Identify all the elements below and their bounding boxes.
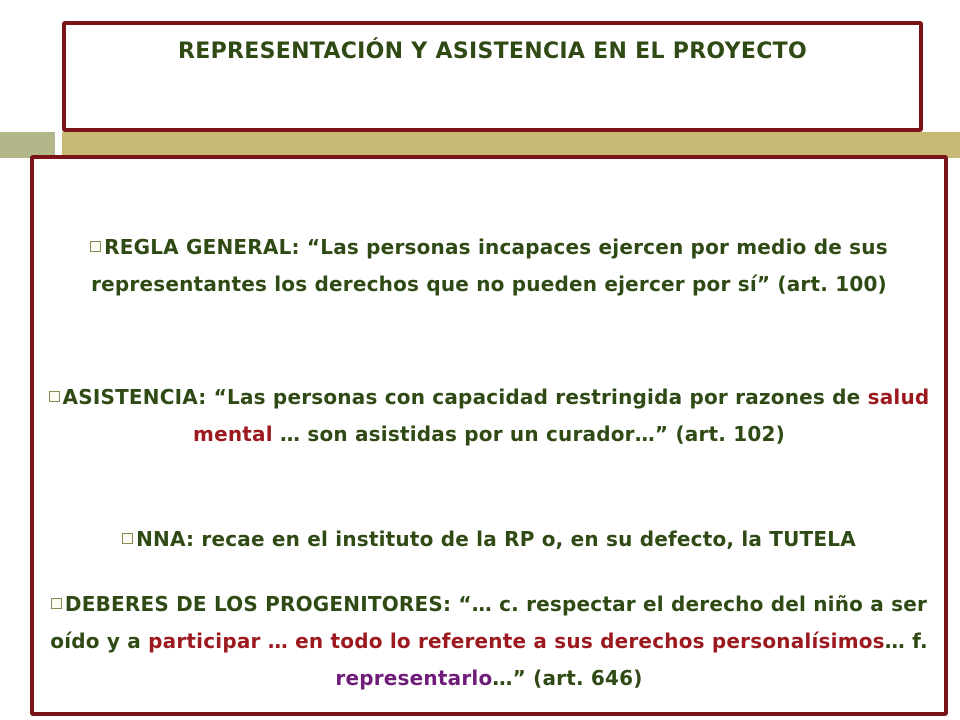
- item-text: … son asistidas por un curador…” (art. 102): [272, 422, 785, 446]
- square-bullet-icon: [51, 598, 62, 609]
- highlight-participar: participar … en todo lo referente a sus derechos personalísimos: [148, 629, 885, 653]
- item-text: “Las personas incapaces ejercen por medio de sus representantes los derechos que no pueden ejercer por sí” (art. 100): [91, 235, 888, 296]
- item-deberes-progenitores: DEBERES DE LOS PROGENITORES: “… c. respectar el derecho del niño a ser oído y a participar … en todo lo referente a sus derechos personalísimos… f. representarlo…” (art. 646): [50, 592, 928, 690]
- item-text: …” (art. 646): [492, 666, 643, 690]
- item-text: recae en el instituto de la RP o, en su defecto, la TUTELA: [201, 527, 856, 551]
- title-box: [62, 21, 923, 132]
- item-label: ASISTENCIA: [62, 385, 199, 409]
- square-bullet-icon: [122, 533, 133, 544]
- highlight-salud-mental: salud mental: [193, 385, 930, 446]
- highlight-representarlo: representarlo: [335, 666, 493, 690]
- item-text: “… c. respectar el derecho del niño a ser oído y a: [50, 592, 928, 653]
- item-asistencia: ASISTENCIA: “Las personas con capacidad restringida por razones de salud mental … son asistidas por un curador…” (art. 102): [44, 379, 934, 453]
- square-bullet-icon: [49, 391, 60, 402]
- slide-title: REPRESENTACIÓN Y ASISTENCIA EN EL PROYECTO: [178, 39, 807, 64]
- item-label: DEBERES DE LOS PROGENITORES: [64, 592, 443, 616]
- item-nna: NNA: recae en el instituto de la RP o, en su defecto, la TUTELA: [44, 521, 934, 558]
- square-bullet-icon: [90, 241, 101, 252]
- item-text: … f.: [884, 629, 928, 653]
- item-label: REGLA GENERAL: [104, 235, 292, 259]
- content-box: [30, 155, 948, 716]
- item-label: NNA: [136, 527, 187, 551]
- item-regla-general: REGLA GENERAL: “Las personas incapaces ejercen por medio de sus representantes los derechos que no pueden ejercer por sí” (art. 100): [91, 235, 888, 296]
- item-text: “Las personas con capacidad restringida por razones de: [213, 385, 868, 409]
